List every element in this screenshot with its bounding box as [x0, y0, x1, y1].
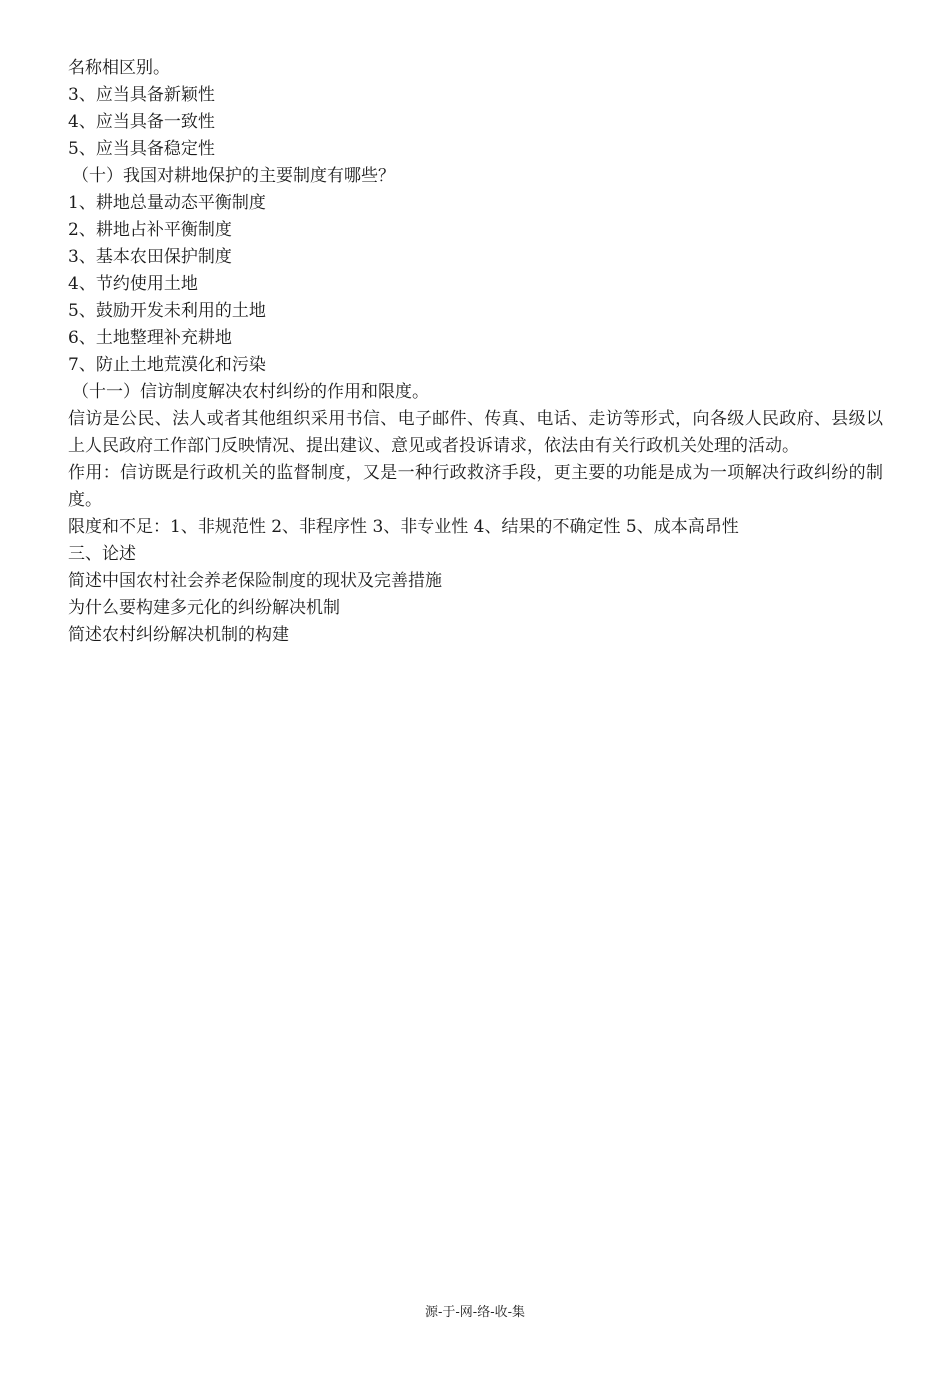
list-item: 3、应当具备新颖性 [68, 85, 215, 105]
section-heading: 三、论述 [68, 544, 136, 564]
list-item: 4、节约使用土地 [68, 274, 198, 294]
list-item: 4、应当具备一致性 [68, 112, 215, 132]
text-line: 名称相区别。 [68, 58, 170, 78]
list-item: 2、耕地占补平衡制度 [68, 220, 232, 240]
page-footer: 源-于-网-络-收-集 [425, 1305, 525, 1320]
question-heading: （十一）信访制度解决农村纠纷的作用和限度。 [72, 382, 429, 402]
essay-question: 简述农村纠纷解决机制的构建 [68, 625, 289, 645]
question-heading: （十）我国对耕地保护的主要制度有哪些？ [72, 166, 395, 186]
xinfang-definition-paragraph: 信访是公民、法人或者其他组织采用书信、电子邮件、传真、电话、走访等形式，向各级人民政府、县级以上人民政府工作部门反映情况、提出建议、意见或者投诉请求，依法由有关行政机关处理的活动。 [68, 409, 883, 456]
document-body [68, 55, 883, 649]
list-item: 3、基本农田保护制度 [68, 247, 232, 267]
list-item: 1、耕地总量动态平衡制度 [68, 193, 266, 213]
essay-question: 为什么要构建多元化的纠纷解决机制 [68, 598, 340, 618]
xinfang-function-paragraph: 作用：信访既是行政机关的监督制度，又是一种行政救济手段，更主要的功能是成为一项解决行政纠纷的制度。 [68, 463, 883, 510]
list-item: 5、应当具备稳定性 [68, 139, 215, 159]
list-item: 7、防止土地荒漠化和污染 [68, 355, 266, 375]
list-item: 6、土地整理补充耕地 [68, 328, 232, 348]
essay-question: 简述中国农村社会养老保险制度的现状及完善措施 [68, 571, 442, 591]
list-item: 5、鼓励开发未利用的土地 [68, 301, 266, 321]
xinfang-limits-line: 限度和不足：1、非规范性 2、非程序性 3、非专业性 4、结果的不确定性 5、成本高昂性 [68, 517, 739, 537]
